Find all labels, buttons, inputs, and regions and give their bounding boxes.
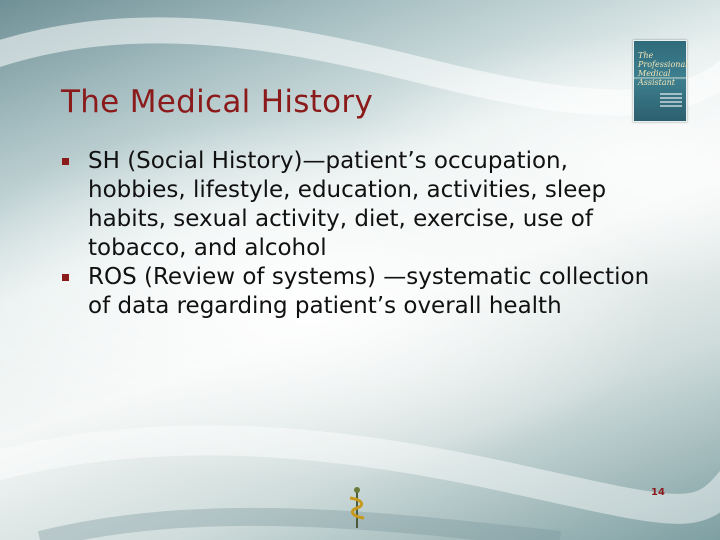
- square-bullet-icon: [62, 158, 69, 165]
- book-cover-lines: [660, 93, 682, 109]
- square-bullet-icon: [62, 274, 69, 281]
- bullet-item: [62, 147, 662, 263]
- slide-title: The Medical History: [61, 84, 374, 120]
- page-number: 14: [651, 487, 665, 498]
- bullet-list: [62, 147, 662, 321]
- bullet-text: SH (Social History)—patient’s occupation, hobbies, lifestyle, education, activities, sleep habits, sexual activity, diet, exercise, use of tobacco, and alcohol: [88, 148, 607, 261]
- book-cover-title: The Professional Medical Assistant: [638, 51, 688, 87]
- caduceus-logo-icon: [344, 486, 370, 530]
- bullet-item: [62, 263, 662, 321]
- book-cover-image: [633, 40, 687, 122]
- bullet-text: ROS (Review of systems) —systematic collection of data regarding patient’s overall health: [88, 264, 650, 319]
